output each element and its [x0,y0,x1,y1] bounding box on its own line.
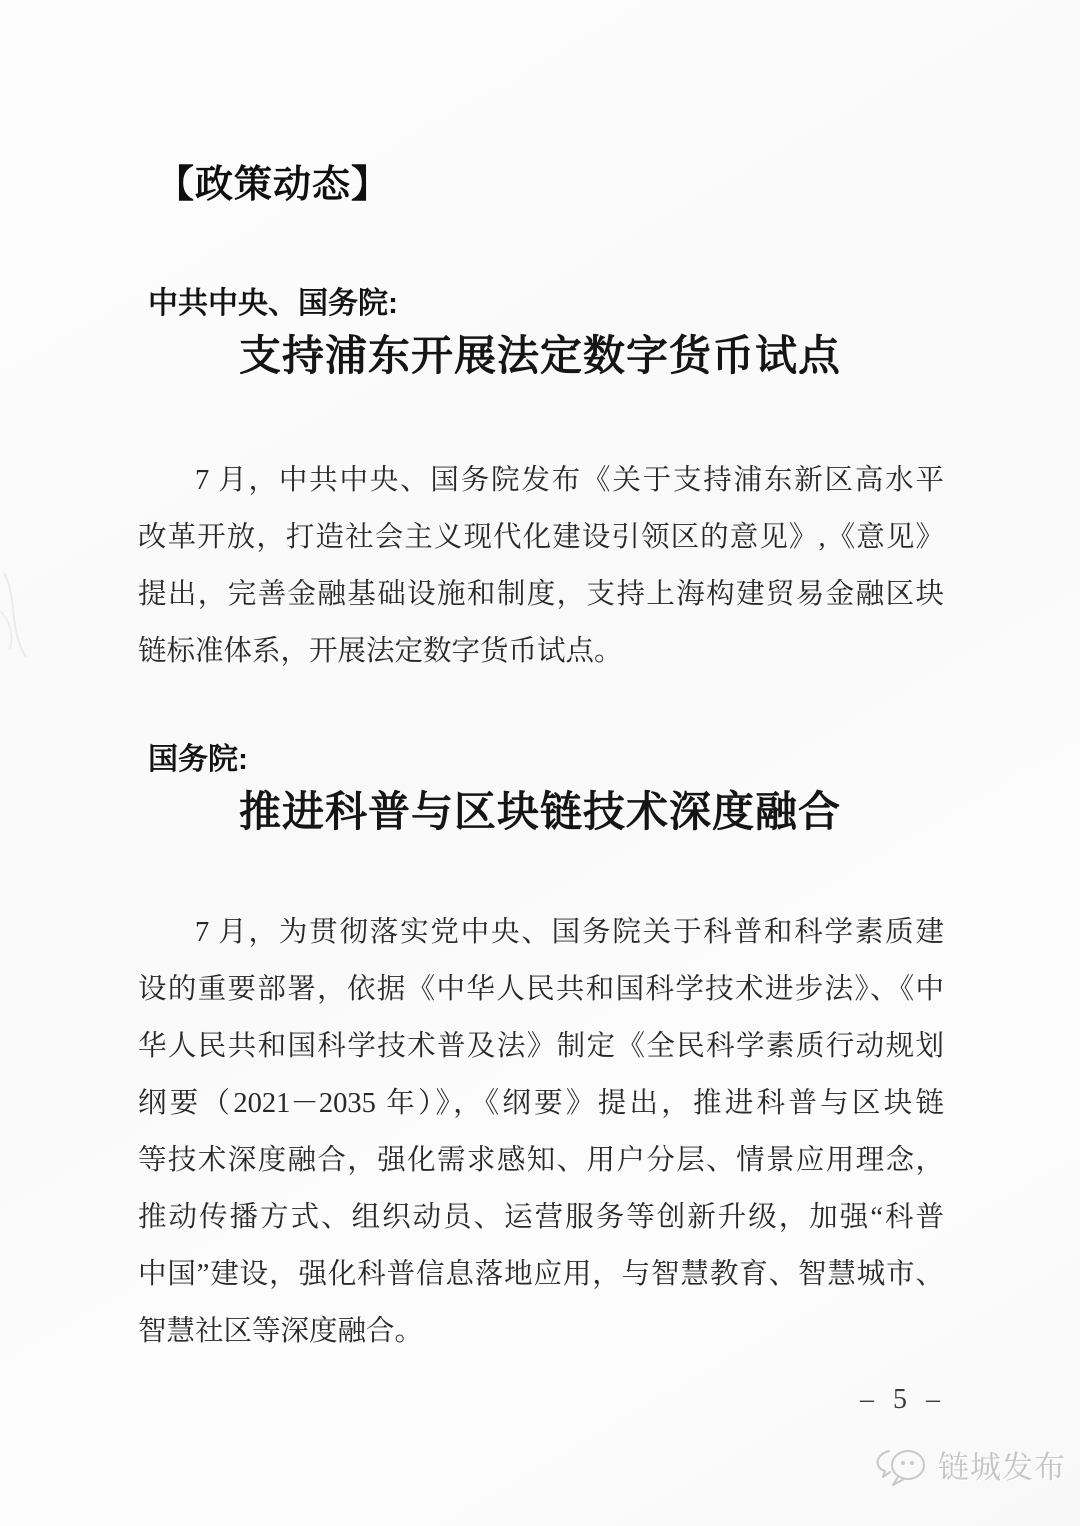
body-line: 华人民共和国科学技术普及法》制定《全民科学素质行动规划 [138,1031,944,1062]
scan-artifact-mark [0,565,60,675]
body-line: 推动传播方式、组织动员、运营服务等创新升级，加强“科普 [138,1202,944,1233]
body-line: 链标准体系，开展法定数字货币试点。 [138,636,623,667]
article-1-title: 支持浦东开展法定数字货币试点 [238,334,841,380]
wechat-logo-icon [874,1444,932,1490]
body-line: 改革开放，打造社会主义现代化建设引领区的意见》,《意见》 [138,522,944,553]
article-2-source: 国务院: [148,743,248,776]
body-line: 7 月，为贯彻落实党中央、国务院关于科普和科学素质建 [195,917,944,948]
section-header: 【政策动态】 [156,164,391,206]
article-2-title: 推进科普与区块链技术深度融合 [238,790,841,836]
body-line: 纲要（2021－2035 年）》，《纲要》提出，推进科普与区块链 [138,1088,944,1119]
watermark [874,1444,1066,1490]
article-1-source: 中共中央、国务院: [148,287,398,320]
article-2-body [138,904,944,1360]
body-line: 设的重要部署，依据《中华人民共和国科学技术进步法》、《中 [138,974,944,1005]
body-line: 智慧社区等深度融合。 [138,1316,424,1347]
page-number: – 5 – [860,1384,946,1415]
body-line: 中国”建设，强化科普信息落地应用，与智慧教育、智慧城市、 [138,1259,944,1290]
watermark-text: 链城发布 [938,1449,1066,1485]
body-line: 7 月，中共中央、国务院发布《关于支持浦东新区高水平 [195,465,944,496]
body-line: 提出，完善金融基础设施和制度，支持上海构建贸易金融区块 [138,579,944,610]
article-1-body [138,452,944,680]
body-line: 等技术深度融合，强化需求感知、用户分层、情景应用理念， [138,1145,944,1176]
